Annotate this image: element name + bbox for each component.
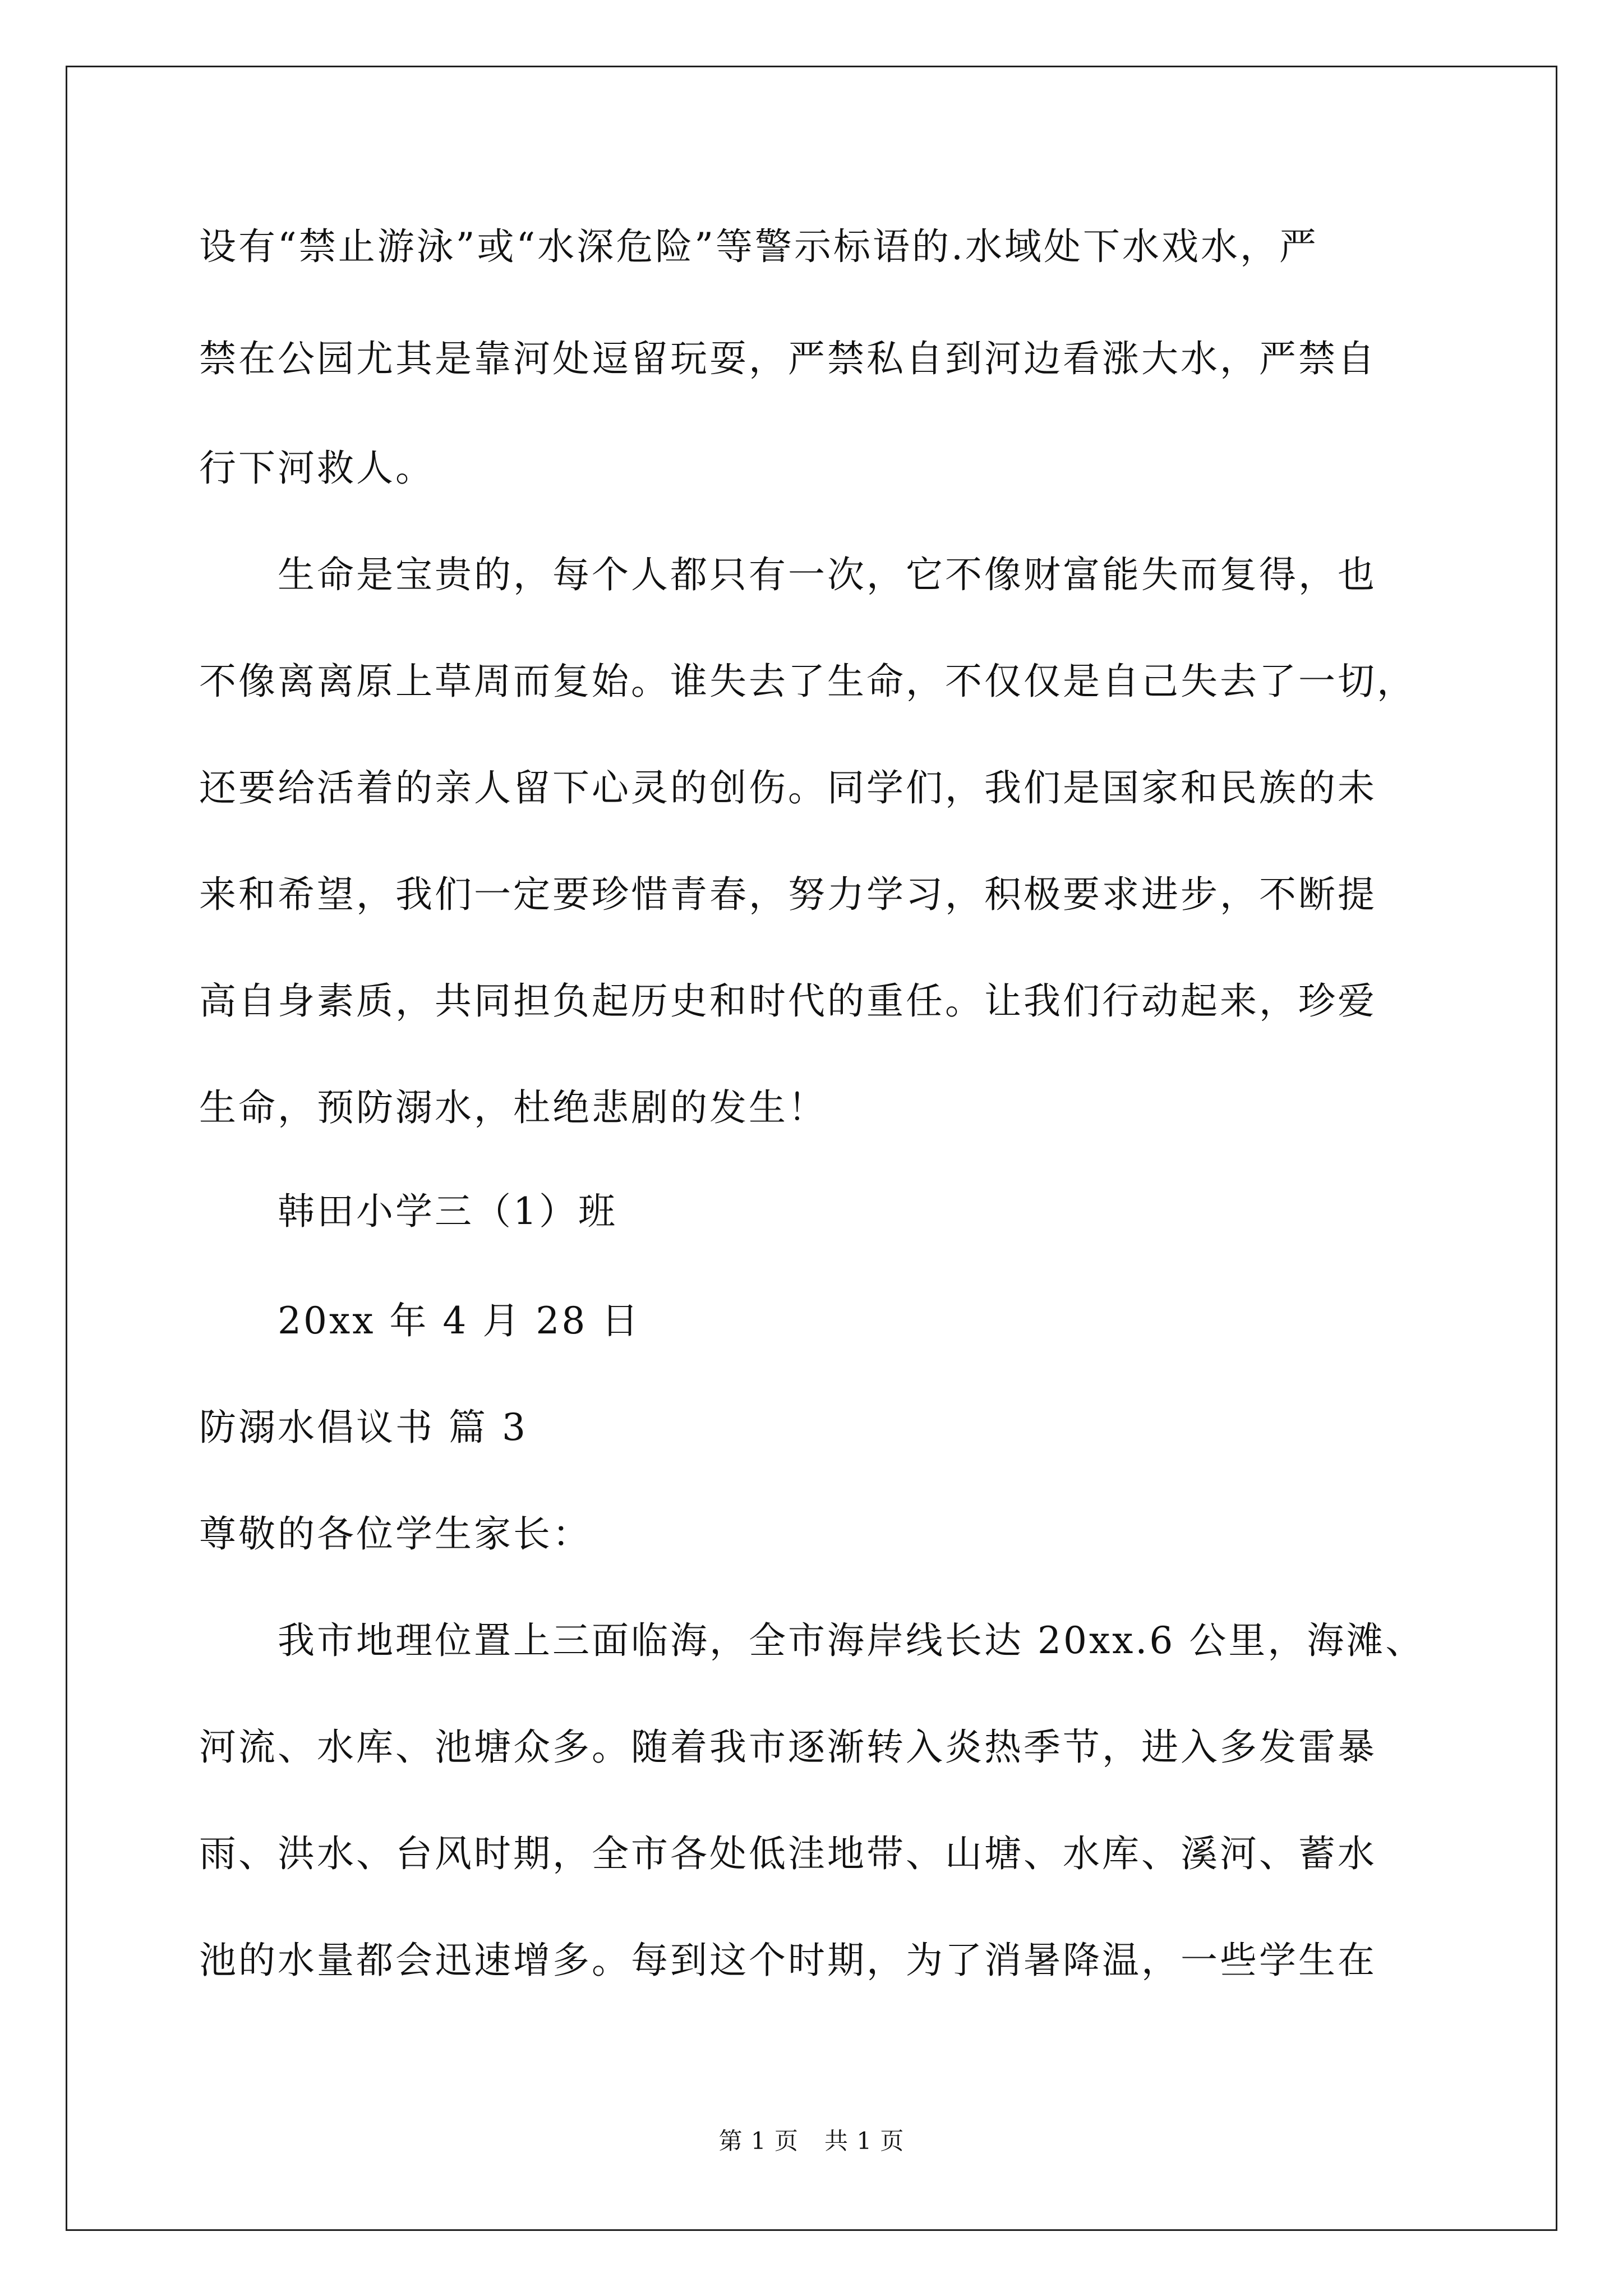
page-number: 第 1 页 bbox=[718, 2127, 799, 2155]
text-line: 行下河救人。 bbox=[199, 447, 435, 490]
signature-date: 20xx 年 4 月 28 日 bbox=[278, 1299, 641, 1342]
text-line: 生命，预防溺水，杜绝悲剧的发生！ bbox=[199, 1086, 827, 1129]
text-line: 池的水量都会迅速增多。每到这个时期，为了消暑降温，一些学生在 bbox=[199, 1939, 1377, 1982]
text-line: 不像离离原上草周而复始。谁失去了生命，不仅仅是自己失去了一切， bbox=[199, 660, 1416, 703]
signature-class: 韩田小学三（1）班 bbox=[278, 1190, 617, 1233]
text-line: 还要给活着的亲人留下心灵的创伤。同学们，我们是国家和民族的未 bbox=[199, 766, 1377, 809]
text-line: 高自身素质，共同担负起历史和时代的重任。让我们行动起来，珍爱 bbox=[199, 979, 1377, 1023]
salutation: 尊敬的各位学生家长： bbox=[199, 1512, 592, 1556]
page-footer bbox=[0, 2127, 1623, 2155]
page-border bbox=[66, 66, 1557, 2231]
page-total: 共 1 页 bbox=[824, 2127, 905, 2155]
text-line: 河流、水库、池塘众多。随着我市逐渐转入炎热季节，进入多发雷暴 bbox=[199, 1726, 1377, 1769]
section-heading: 防溺水倡议书 篇 3 bbox=[199, 1406, 528, 1449]
text-line: 雨、洪水、台风时期，全市各处低洼地带、山塘、水库、溪河、蓄水 bbox=[199, 1832, 1377, 1875]
text-line: 来和希望，我们一定要珍惜青春，努力学习，积极要求进步，不断提 bbox=[199, 873, 1377, 916]
paragraph-first-line: 生命是宝贵的，每个人都只有一次，它不像财富能失而复得，也 bbox=[278, 553, 1377, 596]
text-line: 设有“禁止游泳”或“水深危险”等警示标语的.水域处下水戏水，严 bbox=[199, 225, 1318, 268]
text-line: 禁在公园尤其是靠河处逗留玩耍，严禁私自到河边看涨大水，严禁自 bbox=[199, 337, 1377, 380]
paragraph-first-line: 我市地理位置上三面临海，全市海岸线长达 20xx.6 公里，海滩、 bbox=[278, 1619, 1425, 1662]
